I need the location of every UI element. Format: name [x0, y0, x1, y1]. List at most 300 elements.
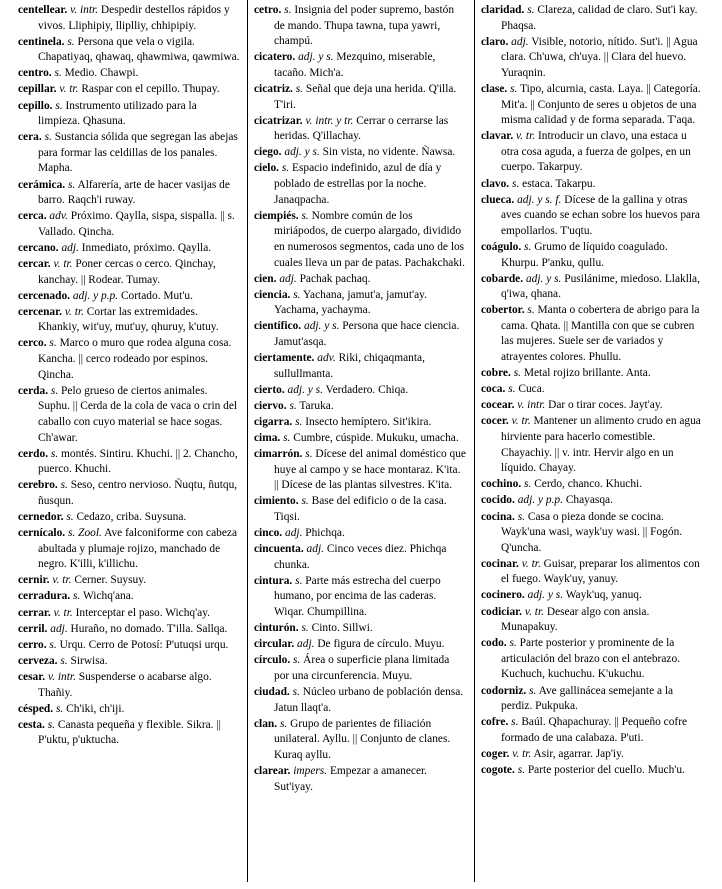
- headword: cepillo.: [18, 99, 53, 112]
- headword: cobertor.: [481, 304, 525, 317]
- definition: Cerner. Suysuy.: [74, 574, 147, 587]
- definition: Persona que hace ciencia. Jamut'asqa.: [274, 320, 460, 348]
- part-of-speech: s.: [293, 654, 301, 667]
- definition: Poner cercas o cerco. Qinchay, kanchay. || Rodear. Tumay.: [38, 258, 216, 286]
- headword: cicatrizar.: [254, 114, 303, 127]
- part-of-speech: adv.: [49, 210, 68, 223]
- definition: Pelo grueso de ciertos animales. Suphu. || Cerda de la cola de vaca o crin del caballo con cuyo material se hace sogas. Ch'awar.: [38, 384, 238, 444]
- dictionary-entry: [254, 542, 466, 573]
- headword: clarear.: [254, 765, 291, 777]
- headword: cerebro.: [18, 479, 58, 492]
- headword: cerco.: [18, 337, 47, 350]
- definition: Ch'iki, ch'iji.: [66, 702, 125, 715]
- headword: clavar.: [481, 130, 514, 143]
- headword: cernícalo.: [18, 527, 66, 540]
- part-of-speech: v. tr.: [53, 258, 73, 270]
- definition: estaca. Takarpu.: [522, 177, 596, 190]
- definition: Medio. Chawpi.: [64, 67, 139, 80]
- dictionary-entry: [481, 193, 703, 240]
- headword: coca.: [481, 383, 506, 396]
- column-divider: [247, 0, 248, 882]
- headword: cogote.: [481, 764, 515, 776]
- dictionary-entry: [18, 82, 240, 98]
- dictionary-entry: [481, 414, 703, 476]
- headword: cinco.: [254, 527, 283, 540]
- dictionary-entry: [254, 574, 466, 621]
- headword: científico.: [254, 320, 302, 333]
- dictionary-entry: [254, 431, 466, 447]
- dictionary-entry: [18, 654, 240, 670]
- dictionary-entry: [481, 3, 703, 34]
- headword: círculo.: [254, 654, 291, 667]
- part-of-speech: s.: [67, 35, 75, 48]
- headword: cercenar.: [18, 305, 62, 318]
- part-of-speech: s.: [509, 637, 517, 650]
- dictionary-entry: [18, 589, 240, 605]
- part-of-speech: s.: [47, 718, 56, 731]
- dictionary-entry: [18, 336, 240, 383]
- definition: Dícese del animal doméstico que huye al campo y se hace montaraz. K'ita. || Dícese de las plantas silvestres. K'ita.: [274, 448, 466, 492]
- part-of-speech: adj. y s.: [527, 589, 564, 602]
- column-2: [254, 3, 466, 889]
- definition: Despedir destellos rápidos y vivos. Lliphipiy, lliplliy, chhipipiy.: [38, 4, 230, 32]
- headword: cesar.: [18, 670, 46, 683]
- headword: cernedor.: [18, 511, 64, 523]
- headword: cochino.: [481, 478, 522, 491]
- dictionary-entry: [18, 510, 240, 526]
- definition: Grupo de parientes de filiación unilateral. Ayllu. || Conjunto de clanes. Kuraq ayllu.: [274, 717, 451, 761]
- part-of-speech: s.: [527, 4, 535, 16]
- headword: cesta.: [18, 718, 45, 731]
- headword: cocinero.: [481, 589, 525, 602]
- dictionary-entry: [18, 447, 240, 478]
- dictionary-entry: [18, 289, 240, 305]
- dictionary-entry: [18, 209, 240, 240]
- definition: Cortar las extremidades. Khankiy, wit'uy, mut'uy, qhuruy, k'utuy.: [38, 305, 219, 334]
- dictionary-entry: [481, 763, 703, 779]
- definition: Próximo. Qaylla, sispa, sispalla. || s. Vallado. Qincha.: [38, 210, 235, 238]
- definition: Área o superficie plana limitada por una circunferencia. Muyu.: [274, 654, 450, 682]
- part-of-speech: adj.: [61, 241, 79, 254]
- part-of-speech: s.: [301, 495, 309, 508]
- headword: circular.: [254, 638, 295, 651]
- part-of-speech: s.: [283, 432, 291, 445]
- part-of-speech: s.: [511, 716, 519, 729]
- part-of-speech: s.: [50, 447, 59, 460]
- definition: Insecto hemíptero. Sit'ikira.: [305, 415, 432, 428]
- dictionary-entry: [18, 670, 240, 701]
- headword: cerril.: [18, 622, 48, 635]
- definition: Huraño, no domado. T'illa. Sallqa.: [70, 622, 228, 635]
- dictionary-entry: [18, 99, 240, 130]
- definition: Tipo, alcurnia, casta. Laya. || Categoría. Mit'a. || Conjunto de seres u objetos de una misma calidad y de forma separada. T'aqa.: [501, 82, 701, 127]
- definition: Cedazo, criba. Suysuna.: [76, 511, 187, 523]
- definition: Chayasqa.: [565, 494, 613, 507]
- definition: Mezquino, miserable, tacaño. Mich'a.: [274, 51, 436, 79]
- definition: Desear algo con ansia. Munapakuy.: [501, 605, 650, 634]
- headword: cerro.: [18, 638, 47, 651]
- dictionary-entry: [18, 606, 240, 622]
- headword: clavo.: [481, 177, 510, 190]
- dictionary-entry: [254, 3, 466, 50]
- part-of-speech: adj. y s.: [298, 51, 334, 64]
- dictionary-entry: [18, 35, 240, 66]
- part-of-speech: s.: [517, 510, 525, 523]
- dictionary-entry: [254, 272, 466, 288]
- dictionary-entry: [18, 241, 240, 257]
- part-of-speech: v. intr.: [70, 4, 99, 16]
- headword: cocido.: [481, 494, 515, 507]
- definition: Clareza, calidad de claro. Sut'i kay. Phaqsa.: [501, 4, 698, 32]
- dictionary-entry: [481, 129, 703, 176]
- headword: ciudad.: [254, 686, 290, 699]
- definition: Parte más estrecha del cuerpo humano, por encima de las caderas. Wiqar. Chumpillina.: [274, 574, 441, 619]
- part-of-speech: adj. y p.p.: [517, 494, 563, 507]
- dictionary-entry: [254, 399, 466, 415]
- part-of-speech: s.: [73, 590, 81, 603]
- definition: Taruka.: [299, 399, 334, 412]
- headword: cerámica.: [18, 178, 66, 191]
- headword: cerrar.: [18, 606, 51, 619]
- dictionary-entry: [481, 82, 703, 129]
- headword: cerdo.: [18, 447, 49, 460]
- dictionary-entry: [481, 303, 703, 365]
- part-of-speech: s.: [66, 511, 74, 523]
- definition: Dar o tirar coces. Jayt'ay.: [548, 399, 663, 412]
- part-of-speech: v. tr.: [524, 605, 544, 618]
- definition: Verdadero. Chiqa.: [325, 383, 409, 396]
- part-of-speech: v. tr.: [53, 606, 73, 619]
- column-divider: [474, 0, 475, 882]
- part-of-speech: adj. y s.: [525, 272, 562, 285]
- definition: Empezar a amanecer. Sut'iyay.: [274, 765, 428, 793]
- definition: Grumo de líquido coagulado. Khurpu. P'anku, qullu.: [501, 240, 668, 269]
- part-of-speech: v. tr.: [516, 130, 536, 143]
- dictionary-entry: [18, 526, 240, 573]
- dictionary-entry: [254, 685, 466, 716]
- headword: cicatero.: [254, 51, 296, 64]
- dictionary-entry: [18, 178, 240, 209]
- definition: Baúl. Qhapachuray. || Pequeño cofre formado de una calabaza. P'uti.: [501, 716, 688, 744]
- headword: cetro.: [254, 4, 282, 16]
- dictionary-entry: [481, 747, 703, 763]
- part-of-speech: s.: [510, 82, 518, 95]
- dictionary-entry: [18, 702, 240, 718]
- definition: Ave falconiforme con cabeza abultada y plumaje rojizo, manchado de negro. K'illi, k'illichu.: [38, 527, 238, 571]
- definition: Wichq'ana.: [82, 590, 134, 603]
- part-of-speech: s.: [517, 764, 525, 776]
- headword: cicatriz.: [254, 82, 293, 95]
- dictionary-entry: [18, 478, 240, 509]
- headword: centinela.: [18, 35, 65, 48]
- part-of-speech: v. intr.: [517, 399, 546, 412]
- headword: cerveza.: [18, 654, 58, 667]
- dictionary-entry: [481, 715, 703, 746]
- definition: Ave gallinácea semejante a la perdiz. Pukpuka.: [501, 684, 674, 713]
- part-of-speech: s.: [524, 240, 532, 253]
- dictionary-entry: [18, 305, 240, 336]
- headword: cocer.: [481, 415, 509, 428]
- part-of-speech: s.: [513, 367, 521, 380]
- dictionary-entry: [481, 605, 703, 636]
- headword: cima.: [254, 432, 281, 445]
- definition: Parte posterior y prominente de la articulación del brazo con el antebrazo. Kuchuch, kuchuchu. K'ukuchu.: [501, 637, 680, 681]
- dictionary-entry: [254, 494, 466, 525]
- dictionary-entry: [254, 288, 466, 319]
- definition: Seso, centro nervioso. Ñuqtu, ñutqu, ñusqun.: [38, 479, 238, 507]
- definition: De figura de círculo. Muyu.: [317, 638, 445, 651]
- headword: ciempiés.: [254, 209, 299, 222]
- dictionary-entry: [18, 130, 240, 177]
- definition: Asir, agarrar. Jap'iy.: [533, 747, 624, 760]
- definition: Cuca.: [518, 383, 545, 396]
- part-of-speech: adj. y s.: [287, 383, 323, 396]
- headword: cocinar.: [481, 557, 519, 570]
- definition: Interceptar el paso. Wichq'ay.: [75, 606, 211, 619]
- part-of-speech: s.: [512, 177, 520, 190]
- headword: codiciar.: [481, 605, 523, 618]
- dictionary-entry: [254, 209, 466, 271]
- dictionary-entry: [481, 510, 703, 557]
- dictionary-entry: [254, 447, 466, 494]
- headword: cercenado.: [18, 289, 70, 302]
- part-of-speech: s.: [49, 638, 57, 651]
- definition: Marco o muro que rodea alguna cosa. Kancha. || cerco rodeado por espinos. Qincha.: [38, 337, 232, 381]
- part-of-speech: adj. y p.p.: [72, 289, 119, 302]
- dictionary-entry: [481, 35, 703, 82]
- headword: centellear.: [18, 4, 68, 16]
- part-of-speech: s.: [60, 479, 68, 492]
- part-of-speech: s.: [524, 478, 532, 491]
- dictionary-entry: [254, 526, 466, 542]
- part-of-speech: impers.: [293, 765, 328, 777]
- definition: Cinco veces diez. Phichqa chunka.: [274, 543, 447, 571]
- dictionary-entry: [481, 588, 703, 604]
- dictionary-entry: [254, 114, 466, 145]
- headword: cimiento.: [254, 495, 299, 508]
- headword: cerradura.: [18, 590, 71, 603]
- part-of-speech: s.: [44, 131, 52, 144]
- headword: cernir.: [18, 574, 50, 587]
- dictionary-entry: [254, 319, 466, 350]
- dictionary-entry: [254, 764, 466, 795]
- dictionary-entry: [481, 177, 703, 193]
- part-of-speech: s.: [295, 415, 303, 428]
- definition: Alfarería, arte de hacer vasijas de barro. Raqch'i ruway.: [38, 178, 230, 207]
- definition: Raspar con el cepillo. Thupay.: [81, 83, 220, 96]
- definition: Suspenderse o acabarse algo. Thañiy.: [38, 670, 212, 699]
- definition: Casa o pieza donde se cocina. Wayk'una wasi, wayk'uy wasi. || Fogón. Q'uncha.: [501, 510, 683, 554]
- headword: claridad.: [481, 4, 525, 16]
- part-of-speech: s.: [508, 383, 516, 396]
- dictionary-entry: [481, 240, 703, 271]
- part-of-speech: s.: [527, 304, 535, 317]
- definition: Introducir un clavo, una estaca u otra cosa aguda, a fuerza de golpes, en un cuerpo. Takarpuy.: [501, 130, 691, 174]
- dictionary-entry: [481, 477, 703, 493]
- headword: coger.: [481, 747, 510, 760]
- dictionary-entry: [481, 557, 703, 588]
- headword: cincuenta.: [254, 543, 304, 556]
- headword: cobre.: [481, 367, 511, 380]
- dictionary-entry: [254, 717, 466, 764]
- part-of-speech: adj.: [285, 527, 303, 540]
- dictionary-entry: [254, 653, 466, 684]
- dictionary-entry: [481, 398, 703, 414]
- column-3: [481, 3, 703, 889]
- headword: cierto.: [254, 383, 285, 396]
- headword: cercano.: [18, 241, 59, 254]
- part-of-speech: adv.: [317, 352, 336, 365]
- dictionary-entry: [481, 366, 703, 382]
- dictionary-entry: [254, 50, 466, 81]
- definition: Nombre común de los miriápodos, de cuerpo alargado, dividido en numerosos segmentos, cada uno de los cuales lleva un par de patas. Pachakchaki.: [274, 209, 466, 269]
- definition: Dícese de la gallina y otras aves cuando se echan sobre los huevos para empollarlos. T'uqtu.: [501, 193, 700, 237]
- headword: césped.: [18, 702, 54, 715]
- headword: ciertamente.: [254, 352, 315, 365]
- part-of-speech: s.: [67, 178, 76, 191]
- definition: Canasta pequeña y flexible. Sikra. || P'uktu, p'uktucha.: [38, 718, 221, 747]
- part-of-speech: v. tr.: [64, 305, 84, 318]
- dictionary-entry: [18, 638, 240, 654]
- definition: Riki, chiqaqmanta, sullullmanta.: [274, 352, 425, 380]
- part-of-speech: s.: [305, 448, 313, 461]
- part-of-speech: adj.: [511, 35, 529, 48]
- part-of-speech: s.: [295, 82, 304, 95]
- definition: Sin vista, no vidente. Ñawsa.: [322, 146, 456, 159]
- headword: clase.: [481, 82, 508, 95]
- definition: Núcleo urbano de población densa. Jatun llaqt'a.: [274, 686, 464, 714]
- part-of-speech: s.: [295, 574, 303, 587]
- headword: ciencia.: [254, 288, 291, 301]
- definition: Manta o cobertera de abrigo para la cama. Qhata. || Mantilla con que se cubren las mujeres. Suele ser de variados y atrayentes colores. Phullu.: [501, 304, 700, 364]
- part-of-speech: v. tr.: [52, 574, 72, 587]
- part-of-speech: adj.: [50, 622, 68, 635]
- part-of-speech: adj.: [306, 543, 324, 556]
- part-of-speech: s.: [289, 399, 297, 412]
- headword: ciego.: [254, 146, 282, 159]
- headword: cielo.: [254, 162, 279, 175]
- definition: Sustancia sólida que segregan las abejas para formar las celdillas de los panales. Mapha.: [38, 131, 238, 175]
- definition: Cerdo, chanco. Khuchi.: [534, 478, 643, 491]
- dictionary-entry: [18, 66, 240, 82]
- definition: Inmediato, próximo. Qaylla.: [81, 241, 212, 254]
- definition: Yachana, jamut'a, jamut'ay. Yachama, yachayma.: [274, 288, 427, 317]
- part-of-speech: s.: [301, 209, 309, 222]
- headword: cepillar.: [18, 83, 57, 96]
- dictionary-entry: [18, 3, 240, 34]
- definition: Instrumento utilizado para la limpieza. Qhasuna.: [38, 99, 197, 128]
- part-of-speech: s.: [50, 384, 59, 397]
- part-of-speech: s.: [292, 686, 300, 699]
- part-of-speech: v. tr.: [511, 415, 531, 428]
- definition: Cumbre, cúspide. Mukuku, umacha.: [293, 432, 459, 445]
- headword: clan.: [254, 717, 278, 730]
- part-of-speech: adj.: [279, 272, 297, 285]
- part-of-speech: adj. y s.: [284, 146, 320, 159]
- headword: cien.: [254, 272, 277, 285]
- definition: Parte posterior del cuello. Much'u.: [527, 764, 685, 776]
- part-of-speech: v. intr.: [47, 670, 76, 683]
- headword: ciervo.: [254, 399, 287, 412]
- definition: Metal rojizo brillante. Anta.: [523, 367, 651, 380]
- part-of-speech: v. tr.: [59, 83, 79, 96]
- dictionary-entry: [254, 161, 466, 208]
- dictionary-entry: [254, 637, 466, 653]
- part-of-speech: v. intr. y tr.: [305, 114, 354, 127]
- dictionary-entry: [18, 384, 240, 446]
- dictionary-entry: [18, 573, 240, 589]
- part-of-speech: s.: [54, 67, 62, 80]
- dictionary-entry: [254, 415, 466, 431]
- part-of-speech: adj. y s. f.: [517, 193, 562, 206]
- definition: Sirwisa.: [70, 654, 108, 667]
- headword: cocear.: [481, 399, 515, 412]
- part-of-speech: s.: [301, 622, 309, 635]
- definition: Phichqa.: [305, 527, 345, 540]
- headword: cimarrón.: [254, 448, 303, 461]
- headword: codorniz.: [481, 684, 527, 697]
- dictionary-entry: [254, 82, 466, 113]
- dictionary-entry: [254, 145, 466, 161]
- definition: Cinto. Sillwi.: [311, 622, 373, 635]
- definition: Señal que deja una herida. Q'illa. T'iri.: [274, 82, 457, 111]
- headword: cera.: [18, 131, 42, 144]
- definition: Persona que vela o vigila. Chapatiyaq, qhawaq, qhawmiwa, qawmiwa.: [38, 35, 240, 64]
- part-of-speech: s.: [284, 4, 292, 16]
- headword: cobarde.: [481, 272, 524, 285]
- definition: Insignia del poder supremo, bastón de mando. Thupa tawna, tupa yawri, champú.: [274, 4, 455, 48]
- dictionary-entry: [254, 621, 466, 637]
- part-of-speech: s. Zool.: [68, 527, 102, 540]
- headword: clueca.: [481, 193, 515, 206]
- definition: Pachak pachaq.: [299, 272, 371, 285]
- headword: cocina.: [481, 510, 515, 523]
- part-of-speech: v. tr.: [512, 747, 532, 760]
- part-of-speech: v. tr.: [521, 557, 541, 570]
- definition: Visible, notorio, nítido. Sut'i. || Agua clara. Ch'uwa, ch'uya. || Clara del huevo. Yuraqnin.: [501, 35, 698, 79]
- definition: Pusilánime, miedoso. Llaklla, q'iwa, qhana.: [501, 272, 700, 301]
- headword: cinturón.: [254, 622, 299, 635]
- headword: cintura.: [254, 574, 293, 587]
- column-1: [18, 3, 240, 889]
- dictionary-entry: [18, 718, 240, 749]
- headword: cerda.: [18, 384, 49, 397]
- headword: cofre.: [481, 716, 509, 729]
- dictionary-entry: [254, 383, 466, 399]
- definition: montés. Sintiru. Khuchi. || 2. Chancho, puerco. Khuchi.: [38, 447, 238, 476]
- part-of-speech: s.: [293, 288, 301, 301]
- headword: centro.: [18, 67, 52, 80]
- definition: Guisar, preparar los alimentos con el fuego. Wayk'uy, yanuy.: [501, 557, 700, 586]
- definition: Mantener un alimento crudo en agua hirviente para hacerlo comestible. Chayachiy. || v. intr. Hervir algo en un líquido. Chayay.: [501, 415, 701, 475]
- headword: cigarra.: [254, 415, 293, 428]
- dictionary-entry: [254, 351, 466, 382]
- dictionary-entry: [481, 493, 703, 509]
- part-of-speech: adj.: [297, 638, 315, 651]
- dictionary-entry: [18, 257, 240, 288]
- dictionary-entry: [481, 684, 703, 715]
- definition: Espacio indefinido, azul de día y poblado de estrellas por la noche. Janaqpacha.: [274, 162, 442, 206]
- headword: cercar.: [18, 258, 51, 270]
- headword: claro.: [481, 35, 509, 48]
- definition: Cerrar o cerrarse las heridas. Q'illachay.: [274, 114, 449, 143]
- headword: cerca.: [18, 210, 47, 223]
- dictionary-entry: [481, 636, 703, 683]
- headword: codo.: [481, 637, 507, 650]
- headword: coágulo.: [481, 240, 522, 253]
- part-of-speech: adj. y s.: [304, 320, 340, 333]
- part-of-speech: s.: [279, 717, 288, 730]
